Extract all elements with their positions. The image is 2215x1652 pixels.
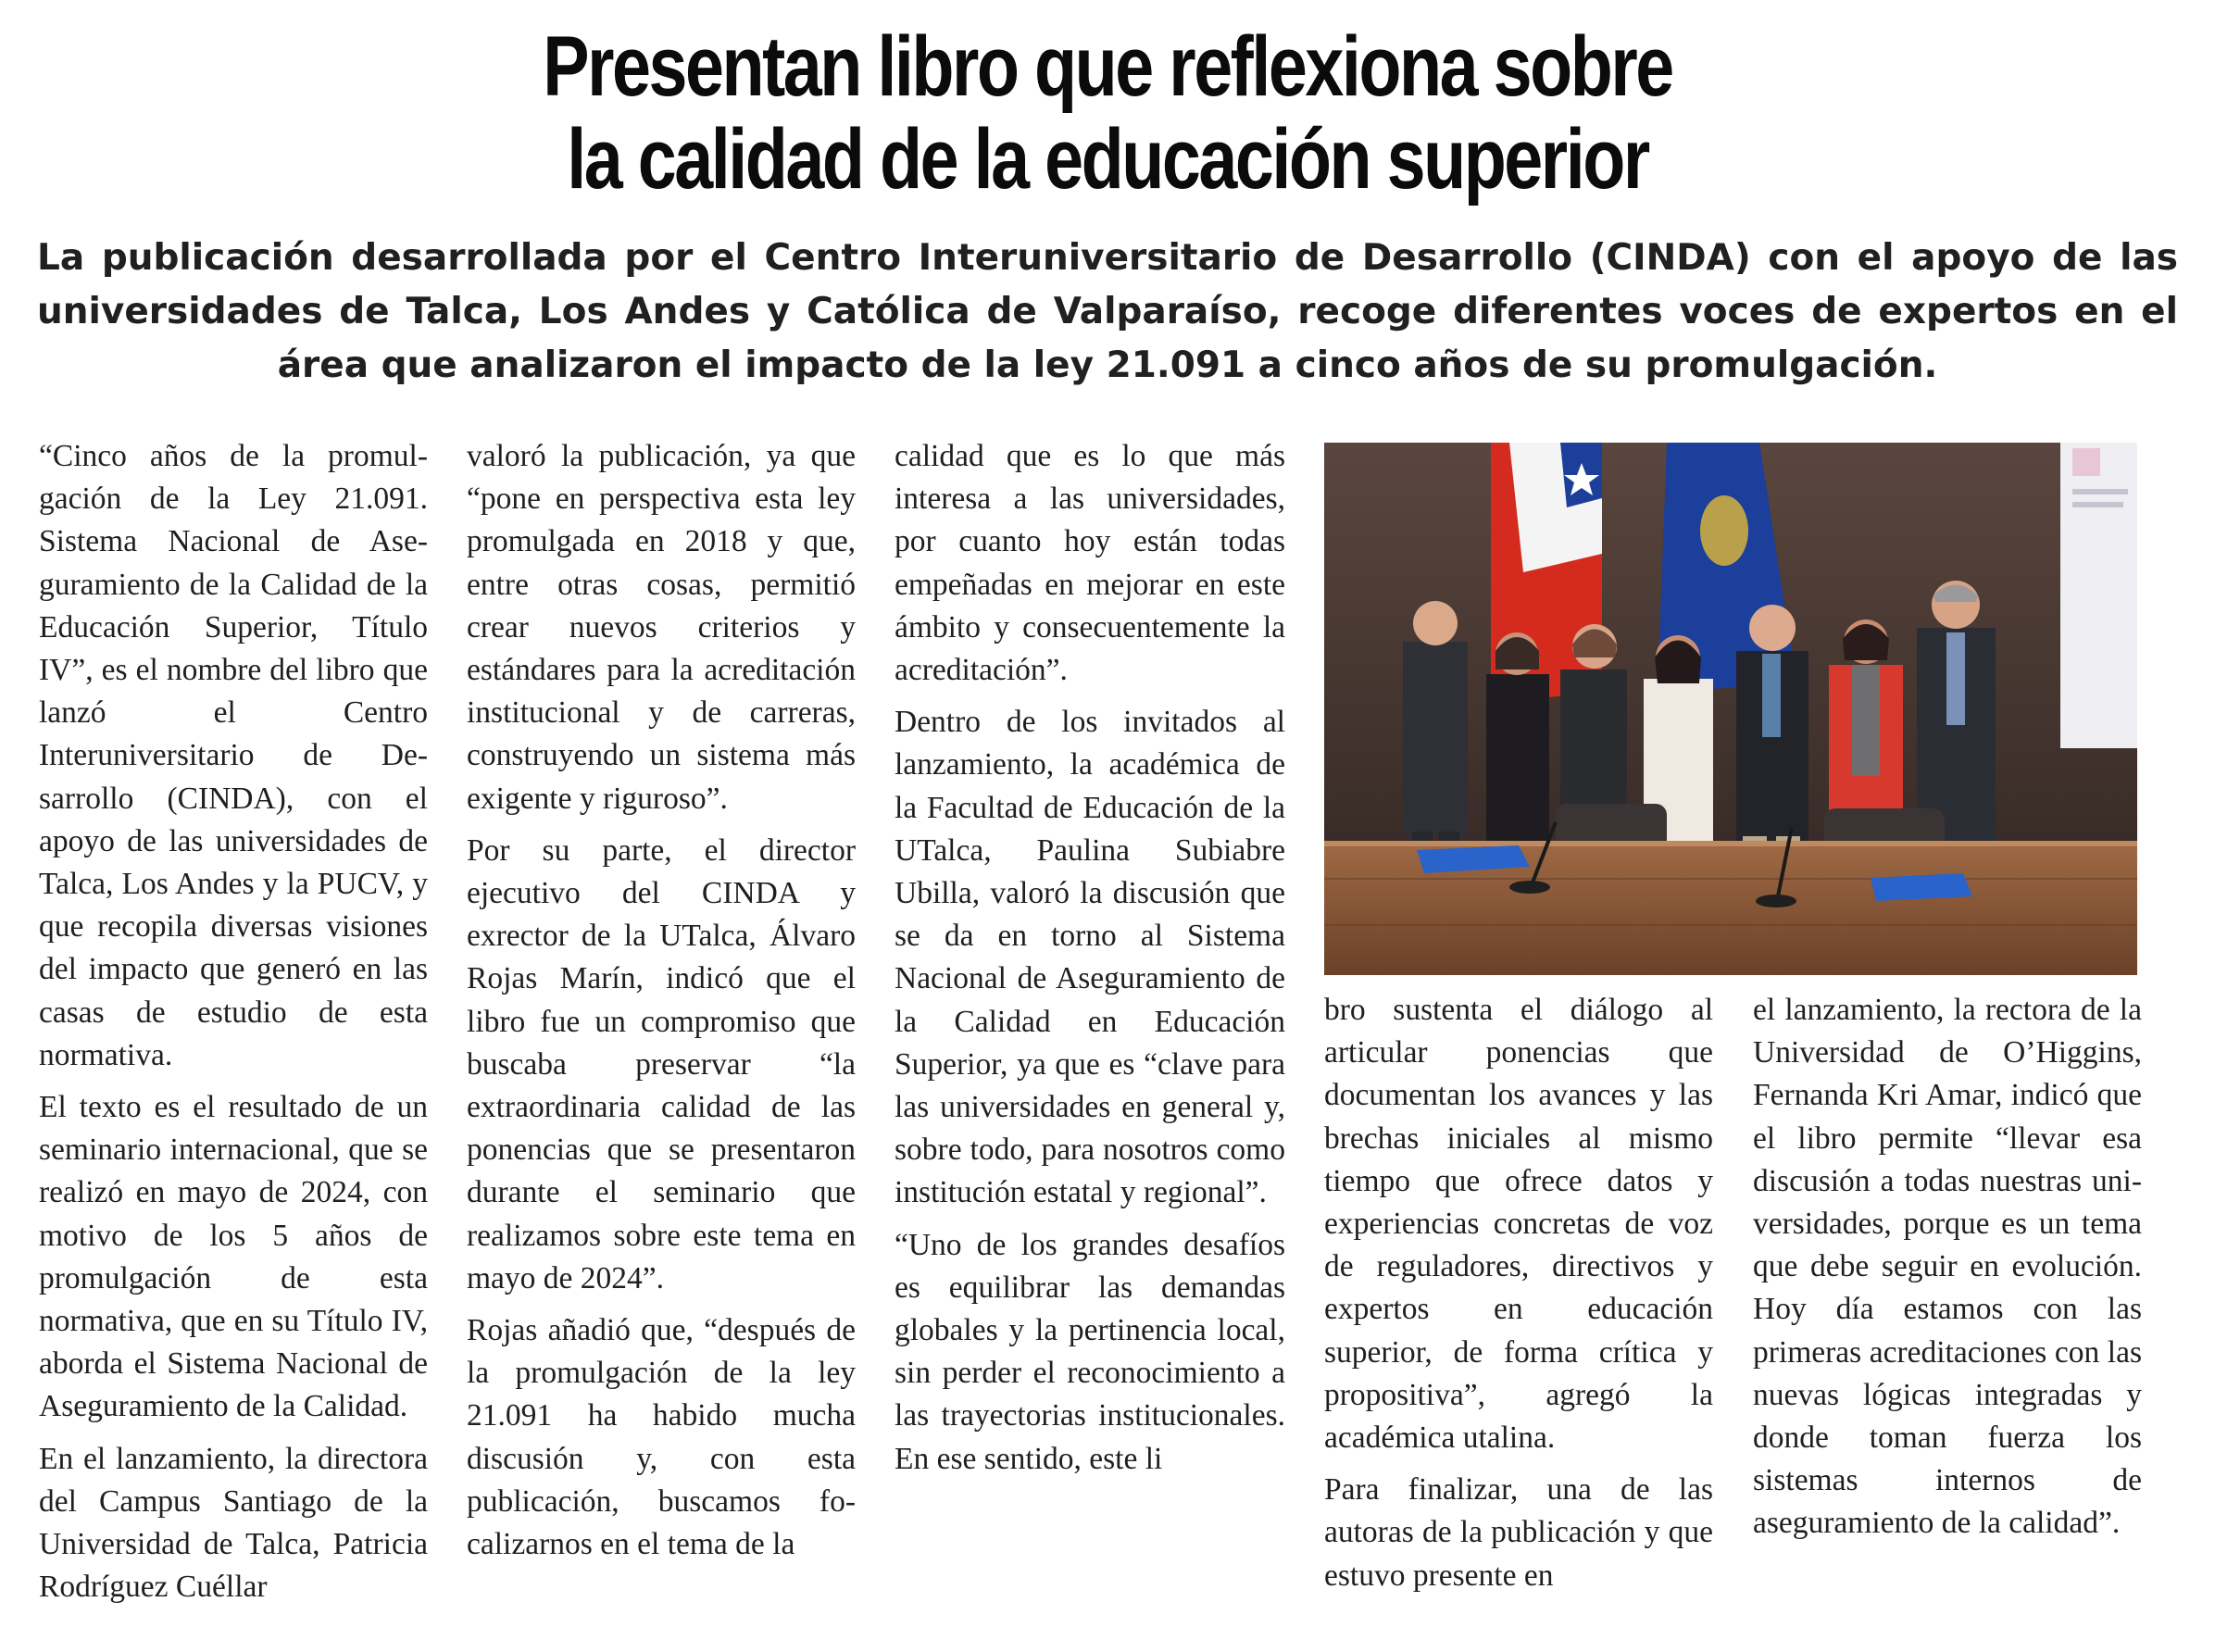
paragraph: Para finalizar, una de las autoras de la publicación y que estuvo presente en bbox=[1324, 1472, 1713, 1593]
paragraph: Dentro de los invitados al lanzamiento, la académica de la Facultad de Educación de la UTalca, Paulina Subiabre Ubilla, valoró la discusión que se da en torno al Sistema Nacional de Aseguramiento de la Calidad en Educación Superior, ya que es “clave para las universidades en general y, sobre todo, para nosotros como institución estatal y regional”. bbox=[895, 705, 1285, 1210]
paragraph: Rojas añadió que, “después de la promulgación de la ley 21.091 ha habido mucha discusión y, con esta publicación, buscamos focalizarnos en el tema de la bbox=[467, 1313, 856, 1562]
body-column-2 bbox=[467, 435, 856, 1575]
paragraph: el lanzamiento, la rectora de la Universidad de O’Higgins, Fernanda Kri Amar, indicó que el libro permite “llevar esa discusión a todas nuestras universidades, porque es un tema que debe seguir en evolución. Hoy día estamos con las primeras acreditaciones con las nuevas lógicas integradas y donde toman fuerza los sistemas internos de aseguramiento de la calidad”. bbox=[1753, 993, 2142, 1541]
headline-line-1: Presentan libro que reflexiona sobre bbox=[543, 19, 1672, 114]
headline bbox=[199, 20, 2015, 206]
book-icon bbox=[1871, 873, 1972, 901]
paragraph: “Uno de los grandes desafíos es equilibrar las demandas globales y la pertinencia local, sin perder el reconocimiento a las trayectorias institucionales. En ese sentido, este li bbox=[895, 1227, 1285, 1476]
group-photo bbox=[1324, 443, 2137, 975]
paragraph: “Cinco años de la promulgación de la Ley 21.091. Sistema Nacional de Aseguramiento de la Calidad de la Educación Superior, Título IV”, es el nombre del libro que lanzó el Centro Interuniversitario de Desarrollo (CINDA), con el apoyo de las universidades de Talca, Los Andes y la PUCV, y que recopila diversas visiones del impacto que generó en las casas de estudio de esta normativa. bbox=[39, 439, 428, 1072]
body-column-1 bbox=[39, 435, 428, 1618]
paragraph: En el lanzamiento, la directora del Campus Santiago de la Universidad de Talca, Patricia Rodríguez Cuéllar bbox=[39, 1441, 428, 1605]
photo-illustration bbox=[1324, 443, 2137, 975]
paragraph: valoró la publicación, ya que “pone en perspectiva esta ley promulgada en 2018 y que, entre otras cosas, permitió crear nuevos criterios y estándares para la acreditación institucional y de carreras, construyendo un sistema más exigente y riguroso”. bbox=[467, 439, 856, 816]
paragraph: El texto es el resultado de un seminario internacional, que se realizó en mayo de 2024, con motivo de los 5 años de promulgación de esta normativa, que en su Título IV, aborda el Sistema Nacional de Aseguramiento de la Calidad. bbox=[39, 1090, 428, 1424]
body-column-5 bbox=[1753, 989, 2142, 1555]
paragraph: bro sustenta el diálogo al articular ponencias que documentan los avances y las brechas iniciales al mismo tiempo que ofrece datos y experiencias concretas de voz de reguladores, directivos y expertos en educación superior, de forma crítica y propositiva”, agregó la académica utalina. bbox=[1324, 993, 1713, 1456]
headline-line-2: la calidad de la educación superior bbox=[567, 112, 1648, 206]
body-column-3 bbox=[895, 435, 1285, 1639]
paragraph: Por su parte, el director ejecutivo del CINDA y exrector de la UTalca, Álvaro Rojas Marín, indicó que el libro fue un compromiso que buscaba preservar “la extraordinaria calidad de las ponencias que se presentaron durante el seminario que realizamos sobre este tema en mayo de 2024”. bbox=[467, 832, 856, 1295]
body-column-4 bbox=[1324, 989, 1713, 1607]
paragraph: calidad que es lo que más interesa a las universidades, por cuanto hoy están todas empeñadas en mejorar en este ámbito y consecuentemente la acreditación”. bbox=[895, 439, 1285, 688]
projection-screen bbox=[2060, 443, 2137, 748]
deck-summary: La publicación desarrollada por el Centro Interuniversitario de Desarrollo (CINDA) con el apoyo de las universidades de Talca, Los Andes y Católica de Valparaíso, recoge diferentes voces de expertos en el área que analizaron el impacto de la ley 21.091 a cinco años de su promulgación. bbox=[37, 237, 2178, 386]
